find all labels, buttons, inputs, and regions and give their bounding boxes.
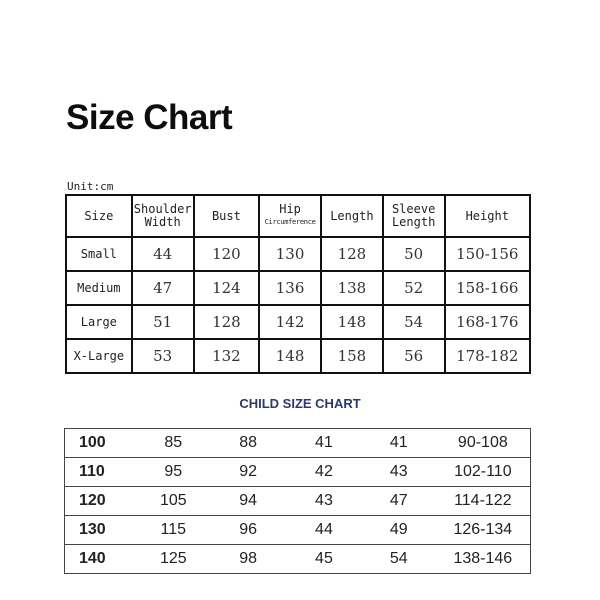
table-cell: Medium bbox=[66, 271, 132, 305]
table-cell: 142 bbox=[259, 305, 321, 339]
header-hip-circumference: Circumference bbox=[264, 218, 316, 226]
table-cell: 47 bbox=[132, 271, 194, 305]
table-cell: 90-108 bbox=[436, 429, 531, 458]
table-cell: 102-110 bbox=[436, 458, 531, 487]
table-cell: 42 bbox=[286, 458, 362, 487]
table-row bbox=[65, 487, 531, 516]
table-cell: 178-182 bbox=[445, 339, 530, 373]
table-cell: 95 bbox=[136, 458, 210, 487]
child-size-table bbox=[64, 428, 531, 574]
table-cell: 53 bbox=[132, 339, 194, 373]
table-cell: 140 bbox=[65, 545, 137, 574]
table-cell: 88 bbox=[210, 429, 286, 458]
table-cell: 100 bbox=[65, 429, 137, 458]
table-cell: 138-146 bbox=[436, 545, 531, 574]
table-row bbox=[65, 545, 531, 574]
table-cell: 105 bbox=[136, 487, 210, 516]
table-cell: 52 bbox=[383, 271, 445, 305]
table-cell: 128 bbox=[194, 305, 260, 339]
table-row bbox=[65, 516, 531, 545]
table-cell: 120 bbox=[65, 487, 137, 516]
table-cell: 43 bbox=[286, 487, 362, 516]
page-title: Size Chart bbox=[66, 98, 233, 137]
table-cell: 44 bbox=[286, 516, 362, 545]
table-cell: 94 bbox=[210, 487, 286, 516]
table-cell: 44 bbox=[132, 237, 194, 271]
child-size-chart-title: CHILD SIZE CHART bbox=[239, 396, 361, 411]
table-cell: 54 bbox=[383, 305, 445, 339]
header-sleeve-length: Sleeve Length bbox=[383, 195, 445, 237]
table-cell: 56 bbox=[383, 339, 445, 373]
table-cell: 158-166 bbox=[445, 271, 530, 305]
table-cell: 148 bbox=[259, 339, 321, 373]
table-row bbox=[66, 339, 530, 373]
table-cell: 120 bbox=[194, 237, 260, 271]
table-cell: 98 bbox=[210, 545, 286, 574]
table-cell: 138 bbox=[321, 271, 383, 305]
table-cell: 158 bbox=[321, 339, 383, 373]
table-cell: 115 bbox=[136, 516, 210, 545]
table-cell: X-Large bbox=[66, 339, 132, 373]
table-cell: 51 bbox=[132, 305, 194, 339]
table-cell: 110 bbox=[65, 458, 137, 487]
header-size: Size bbox=[66, 195, 132, 237]
table-cell: 148 bbox=[321, 305, 383, 339]
table-cell: Large bbox=[66, 305, 132, 339]
unit-label: Unit:cm bbox=[67, 180, 114, 193]
table-cell: 43 bbox=[362, 458, 436, 487]
table-row bbox=[66, 305, 530, 339]
table-cell: 150-156 bbox=[445, 237, 530, 271]
table-cell: 50 bbox=[383, 237, 445, 271]
table-row bbox=[65, 429, 531, 458]
table-cell: 92 bbox=[210, 458, 286, 487]
table-cell: 128 bbox=[321, 237, 383, 271]
header-length: Length bbox=[321, 195, 383, 237]
table-row bbox=[66, 271, 530, 305]
table-cell: 114-122 bbox=[436, 487, 531, 516]
table-header-row bbox=[66, 195, 530, 237]
table-cell: 168-176 bbox=[445, 305, 530, 339]
table-cell: 130 bbox=[259, 237, 321, 271]
table-cell: 49 bbox=[362, 516, 436, 545]
table-cell: 41 bbox=[362, 429, 436, 458]
header-bust: Bust bbox=[194, 195, 260, 237]
header-shoulder-width: Shoulder Width bbox=[132, 195, 194, 237]
table-cell: 132 bbox=[194, 339, 260, 373]
table-cell: 136 bbox=[259, 271, 321, 305]
table-row bbox=[66, 237, 530, 271]
table-cell: 125 bbox=[136, 545, 210, 574]
table-cell: 41 bbox=[286, 429, 362, 458]
header-hip bbox=[259, 195, 321, 237]
table-cell: 130 bbox=[65, 516, 137, 545]
adult-size-table bbox=[65, 194, 531, 374]
table-cell: 45 bbox=[286, 545, 362, 574]
table-cell: 47 bbox=[362, 487, 436, 516]
table-cell: Small bbox=[66, 237, 132, 271]
table-cell: 126-134 bbox=[436, 516, 531, 545]
header-height: Height bbox=[445, 195, 530, 237]
table-cell: 124 bbox=[194, 271, 260, 305]
table-cell: 85 bbox=[136, 429, 210, 458]
table-cell: 96 bbox=[210, 516, 286, 545]
table-row bbox=[65, 458, 531, 487]
table-cell: 54 bbox=[362, 545, 436, 574]
header-hip-label: Hip bbox=[279, 202, 301, 216]
